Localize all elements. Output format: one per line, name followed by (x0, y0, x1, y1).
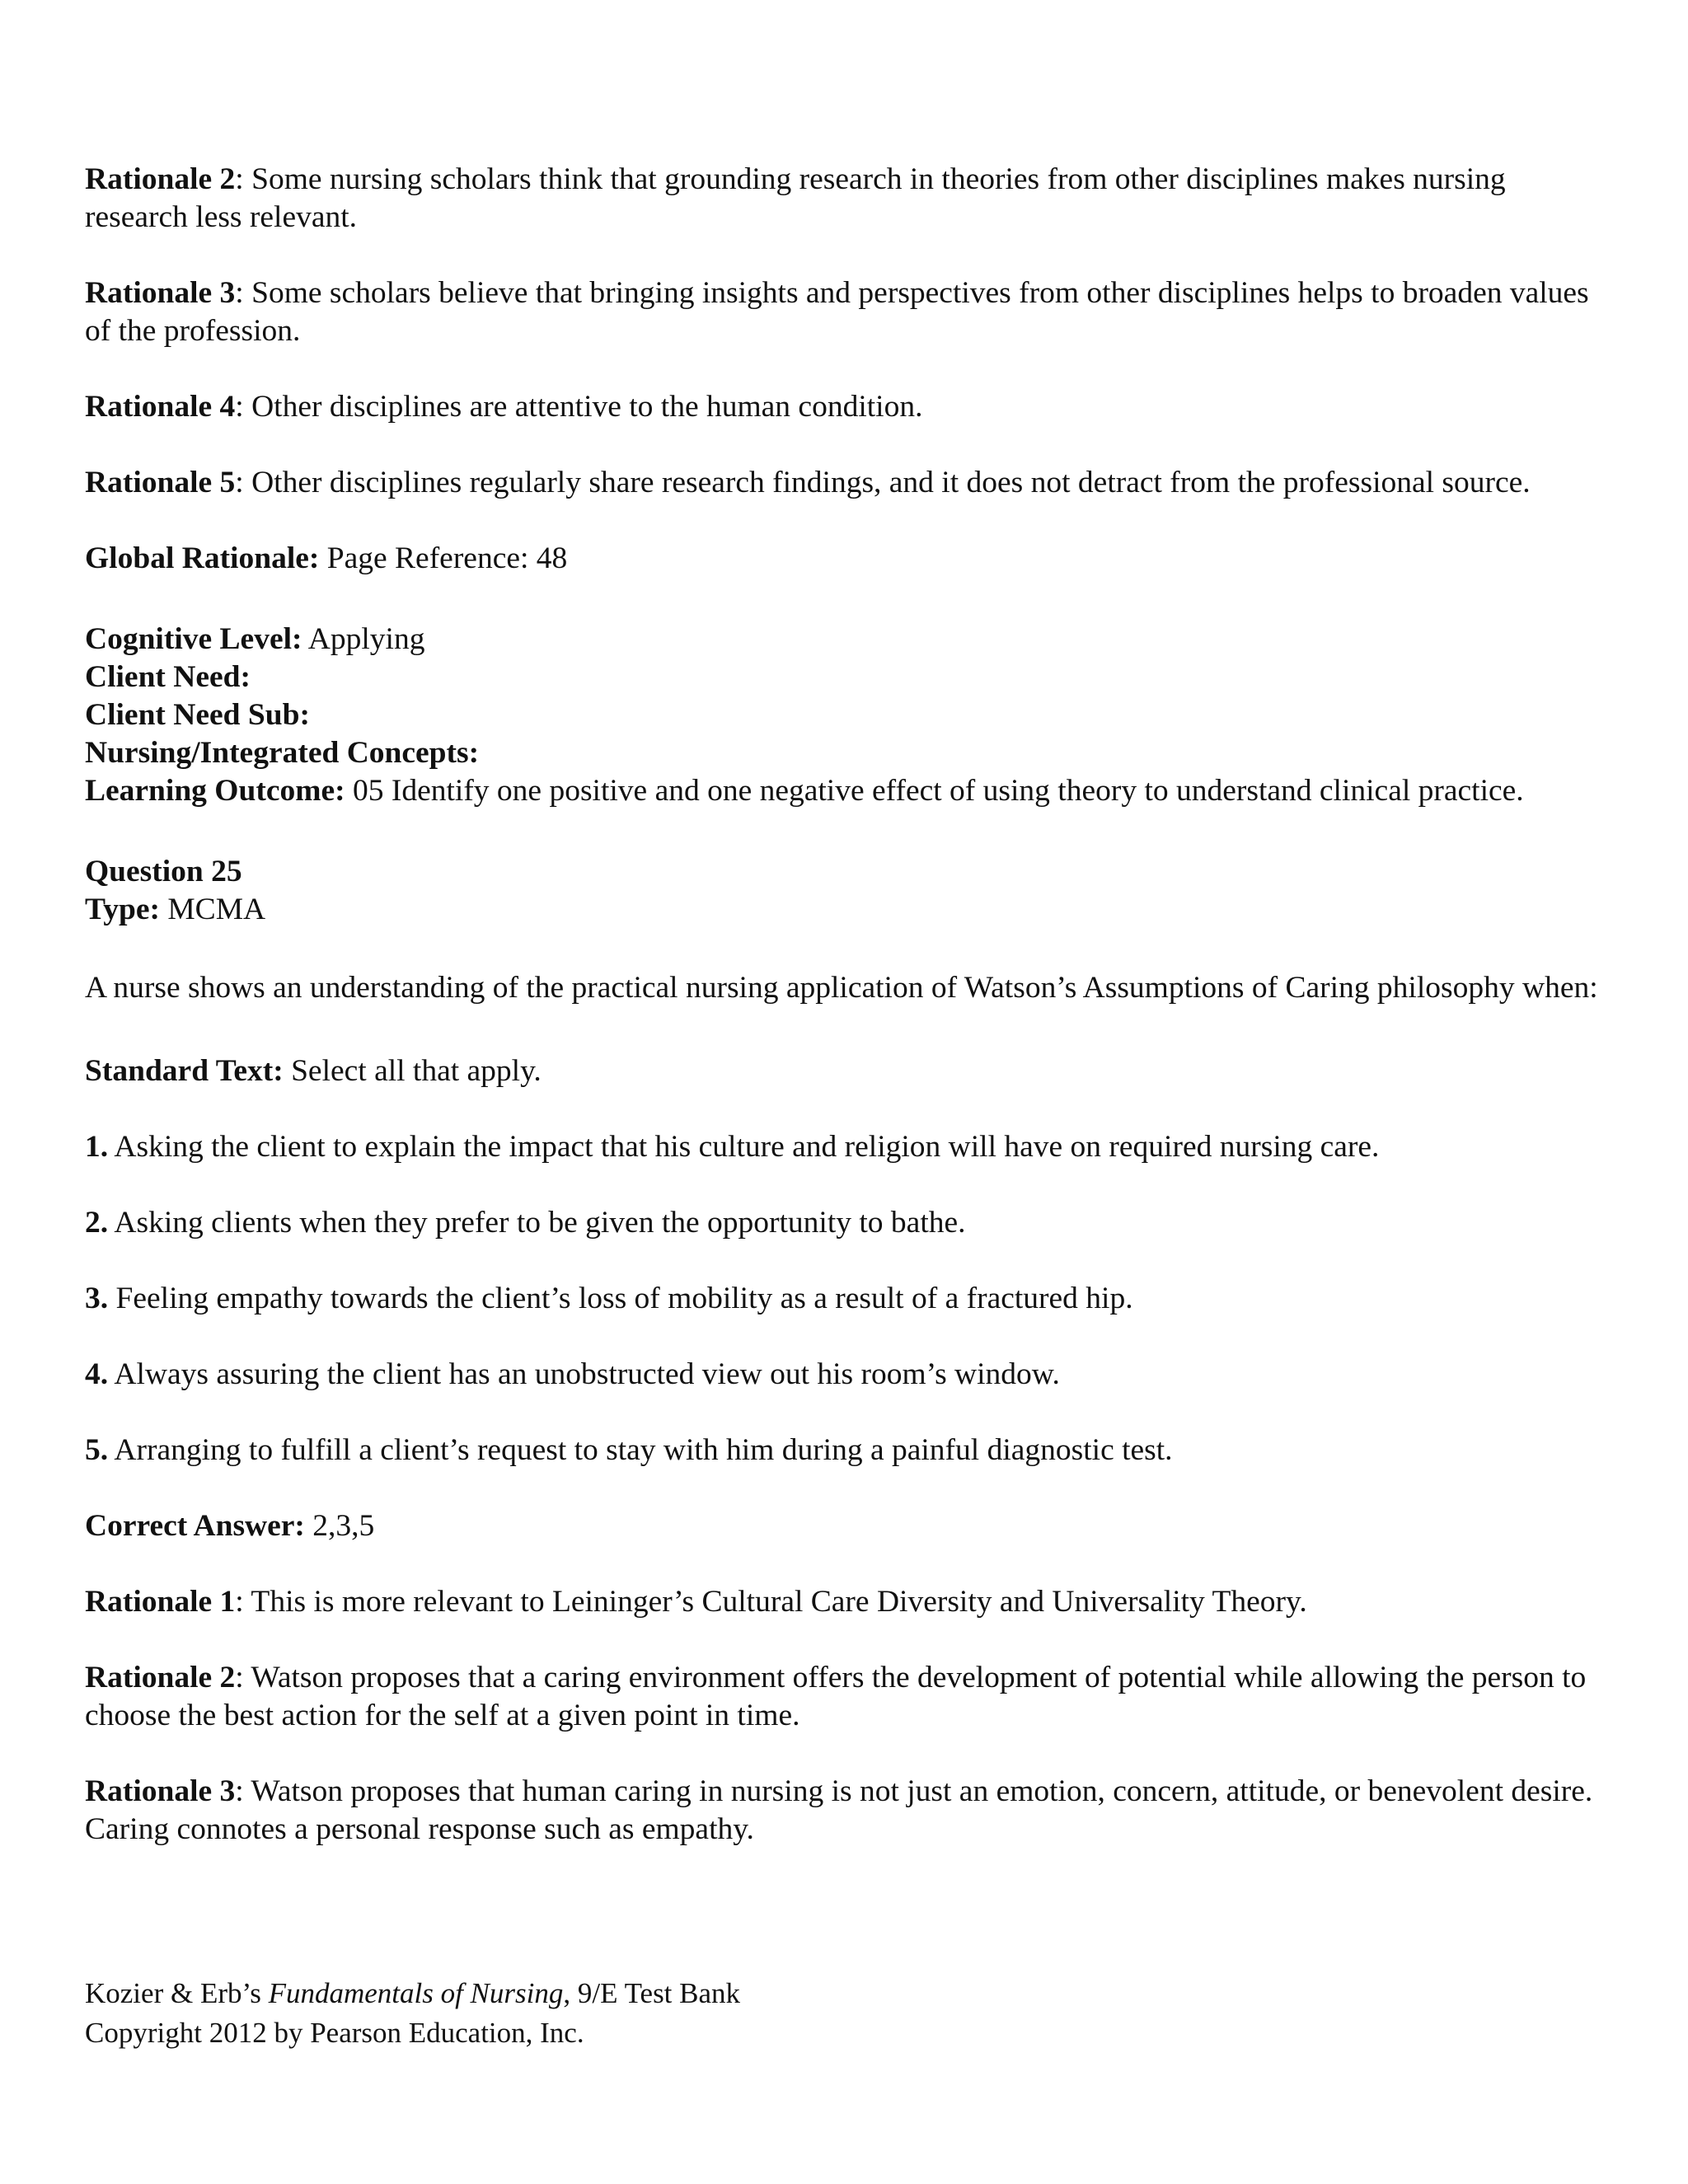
prev-rationale-4: Rationale 4: Other disciplines are attentive to the human condition. (85, 390, 923, 424)
rationale-label: Rationale 4 (85, 390, 236, 424)
option-text: Always assuring the client has an unobstructed view out his room’s window. (108, 1357, 1060, 1391)
rationale-label: Rationale 5 (85, 466, 236, 499)
rationale-text: Other disciplines regularly share research findings, and it does not detract from the professional source. (251, 466, 1531, 499)
prev-rationale-3: Rationale 3: Some scholars believe that bringing insights and perspectives from other disciplines helps to broaden values of the profession. (85, 276, 1589, 348)
rationale-label: Rationale 2 (85, 162, 236, 196)
footer-book-title: Fundamentals of Nursing (268, 1977, 564, 2009)
nursing-concepts-label: Nursing/Integrated Concepts: (85, 736, 480, 770)
rationale-text: This is more relevant to Leininger’s Cultural Care Diversity and Universality Theory. (251, 1585, 1307, 1619)
global-rationale-label: Global Rationale: (85, 541, 320, 575)
cognitive-level (85, 621, 1601, 658)
footer-edition: , 9/E Test Bank (563, 1977, 741, 2009)
rationale-label: Rationale 3 (85, 276, 236, 310)
question-meta (85, 621, 1601, 810)
option-number: 4. (85, 1357, 109, 1391)
rationale-label: Rationale 3 (85, 1774, 236, 1808)
rationale-3: Rationale 3: Watson proposes that human caring in nursing is not just an emotion, concern, attitude, or benevolent desire. Caring connotes a personal response such as empathy. (85, 1774, 1593, 1846)
client-need-sub (85, 696, 1601, 734)
learning-outcome (85, 772, 1601, 810)
option-2 (85, 1204, 1601, 1242)
cognitive-level-label: Cognitive Level: (85, 622, 302, 656)
rationale-label: Rationale 2 (85, 1661, 236, 1694)
question-type-value: MCMA (159, 893, 266, 926)
option-text: Arranging to fulfill a client’s request to stay with him during a painful diagnostic test. (108, 1433, 1173, 1467)
rationale-2: Rationale 2: Watson proposes that a caring environment offers the development of potential while allowing the person to choose the best action for the self at a given point in time. (85, 1661, 1587, 1732)
option-3 (85, 1280, 1601, 1318)
rationale-text: Watson proposes that a caring environment offers the development of potential while allowing the person to choose the best action for the self at a given point in time. (85, 1661, 1587, 1732)
global-rationale-text: Page Reference: 48 (319, 541, 568, 575)
option-4 (85, 1356, 1601, 1394)
rationale-text: Some nursing scholars think that grounding research in theories from other disciplines makes nursing research less relevant. (85, 162, 1506, 234)
standard-text (85, 1052, 1601, 1090)
option-number: 5. (85, 1433, 109, 1467)
rationale-text: Some scholars believe that bringing insights and perspectives from other disciplines helps to broaden values of the profession. (85, 276, 1589, 348)
client-need-sub-label: Client Need Sub: (85, 698, 310, 732)
option-5 (85, 1432, 1601, 1469)
rationale-text: Watson proposes that human caring in nursing is not just an emotion, concern, attitude, or benevolent desire. Caring connotes a personal response such as empathy. (85, 1774, 1593, 1846)
rationale-text: Other disciplines are attentive to the human condition. (251, 390, 923, 424)
option-1 (85, 1128, 1601, 1166)
option-number: 2. (85, 1206, 109, 1240)
rationale-label: Rationale 1 (85, 1585, 236, 1619)
client-need-label: Client Need: (85, 660, 251, 694)
question-header (85, 853, 1601, 929)
footer-authors: Kozier & Erb’s (85, 1977, 269, 2009)
rationale-1: Rationale 1: This is more relevant to Leininger’s Cultural Care Diversity and Universality Theory. (85, 1585, 1307, 1619)
question-type-label: Type: (85, 893, 160, 926)
client-need (85, 658, 1601, 696)
question-type (85, 891, 1601, 929)
footer-copyright: Copyright 2012 by Pearson Education, Inc. (85, 2017, 584, 2049)
footer-book-line (85, 1974, 740, 2013)
nursing-concepts (85, 734, 1601, 772)
option-text: Asking clients when they prefer to be given the opportunity to bathe. (108, 1206, 966, 1240)
standard-text-value: Select all that apply. (283, 1054, 542, 1088)
document-body (85, 161, 1601, 1849)
learning-outcome-label: Learning Outcome: (85, 774, 345, 808)
standard-text-label: Standard Text: (85, 1054, 284, 1088)
learning-outcome-value: 05 Identify one positive and one negative effect of using theory to understand clinical practice. (345, 774, 1524, 808)
correct-answer-value: 2,3,5 (304, 1509, 375, 1543)
prev-rationale-2: Rationale 2: Some nursing scholars think that grounding research in theories from other disciplines makes nursing research less relevant. (85, 162, 1506, 234)
question-title: Question 25 (85, 855, 242, 888)
option-number: 1. (85, 1130, 109, 1164)
option-text: Feeling empathy towards the client’s loss of mobility as a result of a fractured hip. (108, 1282, 1133, 1315)
page-footer (85, 1974, 740, 2053)
correct-answer-label: Correct Answer: (85, 1509, 305, 1543)
option-number: 3. (85, 1282, 109, 1315)
prev-rationale-5: Rationale 5: Other disciplines regularly share research findings, and it does not detract from the professional source. (85, 466, 1531, 499)
correct-answer (85, 1507, 1601, 1545)
option-text: Asking the client to explain the impact that his culture and religion will have on required nursing care. (108, 1130, 1380, 1164)
global-rationale (85, 540, 1601, 578)
question-stem: A nurse shows an understanding of the practical nursing application of Watson’s Assumptions of Caring philosophy when: (85, 971, 1598, 1005)
cognitive-level-value: Applying (302, 622, 425, 656)
